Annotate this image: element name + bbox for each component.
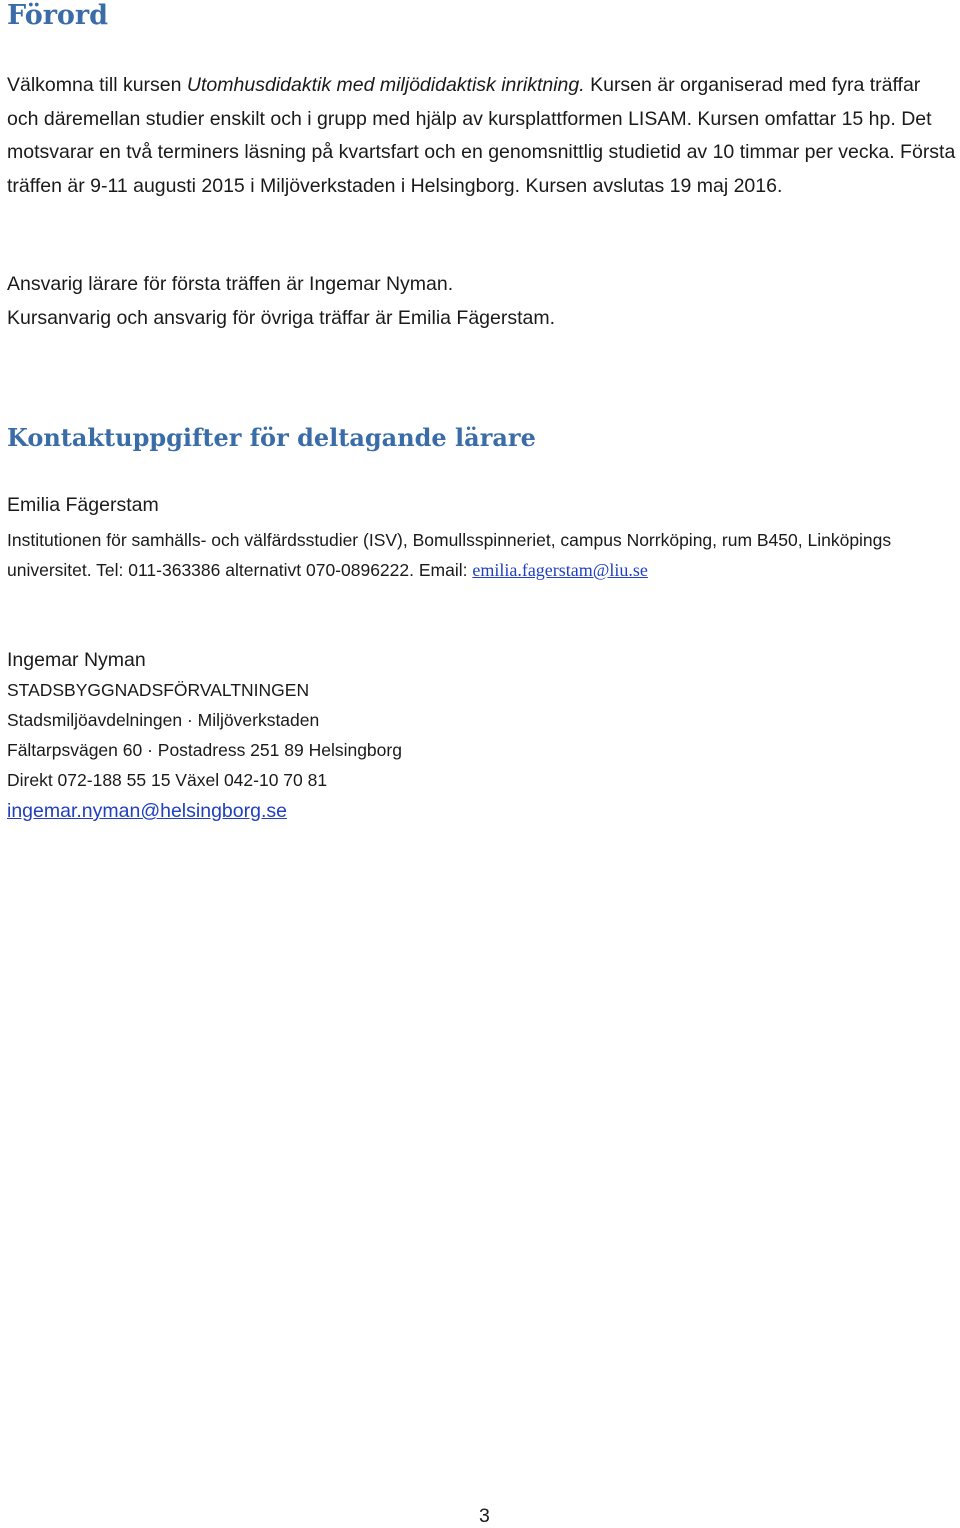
intro-text-start: Välkomna till kursen	[7, 74, 187, 96]
contact-2-org: STADSBYGGNADSFÖRVALTNINGEN	[7, 680, 310, 700]
responsible-line-2: Kursanvarig och ansvarig för övriga träffar är Emilia Fägerstam.	[7, 306, 556, 329]
contact-2-phone: Direkt 072-188 55 15 Växel 042-10 70 81	[7, 770, 328, 790]
contact-2-email-link[interactable]: ingemar.nyman@helsingborg.se	[7, 800, 287, 822]
contact-2-block	[7, 645, 957, 827]
page-title: Förord	[7, 0, 109, 31]
contact-2-dept: Stadsmiljöavdelningen · Miljöverkstaden	[7, 710, 320, 730]
intro-text-rest: Kursen är organiserad med fyra träffar och däremellan studier enskilt och i grupp med hjälp av kursplattformen LISAM. Kursen omfattar 15 hp. Det motsvarar en två terminers läsning på kvartsfart och en genomsnittlig studietid av 10 timmar per vecka. Första träffen är 9-11 augusti 2015 i Miljöverkstaden i Helsingborg. Kursen avslutas 19 maj 2016.	[7, 74, 956, 197]
contact-1-email-link[interactable]: emilia.fagerstam@liu.se	[472, 560, 648, 580]
contact-1-address-text: Institutionen för samhälls- och välfärdsstudier (ISV), Bomullsspinneriet, campus Norrköping, rum B450, Linköpings universitet. Tel: 011-363386 alternativt 070-0896222. Email:	[7, 530, 892, 580]
contact-2-street: Fältarpsvägen 60 · Postadress 251 89 Helsingborg	[7, 740, 402, 760]
intro-paragraph	[7, 69, 957, 203]
contact-1-name: Emilia Fägerstam	[7, 494, 159, 516]
contacts-heading: Kontaktuppgifter för deltagande lärare	[7, 423, 536, 452]
contact-2-name: Ingemar Nyman	[7, 649, 146, 671]
responsible-line-1: Ansvarig lärare för första träffen är Ingemar Nyman.	[7, 273, 454, 295]
page-number: 3	[479, 1505, 490, 1527]
contact-1-address	[7, 525, 957, 585]
course-name: Utomhusdidaktik med miljödidaktisk inriktning.	[186, 74, 585, 96]
responsible-paragraph	[7, 268, 957, 335]
